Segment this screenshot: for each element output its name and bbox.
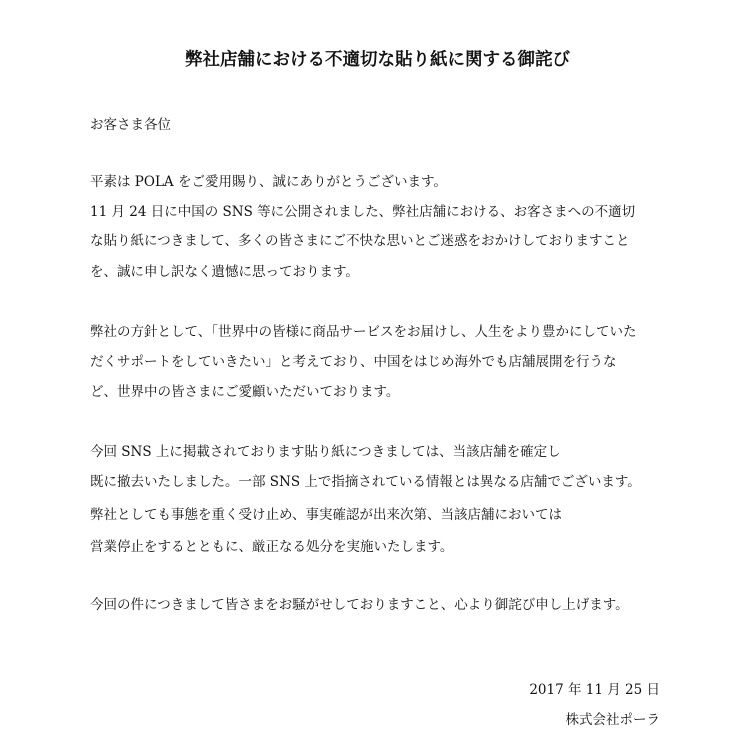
paragraph-1-line-2: 11 月 24 日に中国の SNS 等に公開されました、弊社店舗における、お客さまへの不適切 (90, 204, 636, 220)
paragraph-2-line-3: ど、世界中の皆さまにご愛顧いただいております。 (90, 384, 400, 400)
paragraph-3-line-4: 営業停止をするとともに、厳正なる処分を実施いたします。 (90, 539, 454, 555)
document-title: 弊社店舗における不適切な貼り紙に関する御詫び (185, 50, 570, 70)
document-date: 2017 年 11 月 25 日 (529, 682, 660, 698)
paragraph-2-line-2: だくサポートをしていきたい」と考えており、中国をはじめ海外でも店舗展開を行うな (90, 354, 617, 370)
paragraph-3-line-1: 今回 SNS 上に掲載されております貼り紙につきましては、当該店舗を確定し (90, 444, 561, 460)
paragraph-2-line-1: 弊社の方針として、「世界中の皆様に商品サービスをお届けし、人生をより豊かにしていた (90, 324, 637, 340)
paragraph-4-line-1: 今回の件につきまして皆さまをお騒がせしておりますこと、心より御詫び申し上げます。 (90, 597, 629, 613)
paragraph-3-line-2: 既に撤去いたしました。一部 SNS 上で指摘されている情報とは異なる店舗でございます。 (90, 474, 641, 490)
paragraph-3-line-3: 弊社としても事態を重く受け止め、事実確認が出来次第、当該店舗においては (90, 507, 562, 523)
paragraph-1-line-1: 平素は POLA をご愛用賜り、誠にありがとうございます。 (90, 174, 447, 190)
salutation: お客さま各位 (90, 117, 171, 133)
paragraph-1-line-3: な貼り紙につきまして、多くの皆さまにご不快な思いとご迷惑をおかけしておりますこと (90, 233, 630, 249)
paragraph-1-line-4: を、誠に申し訳なく遺憾に思っております。 (90, 264, 359, 280)
company-name: 株式会社ポーラ (565, 712, 660, 728)
